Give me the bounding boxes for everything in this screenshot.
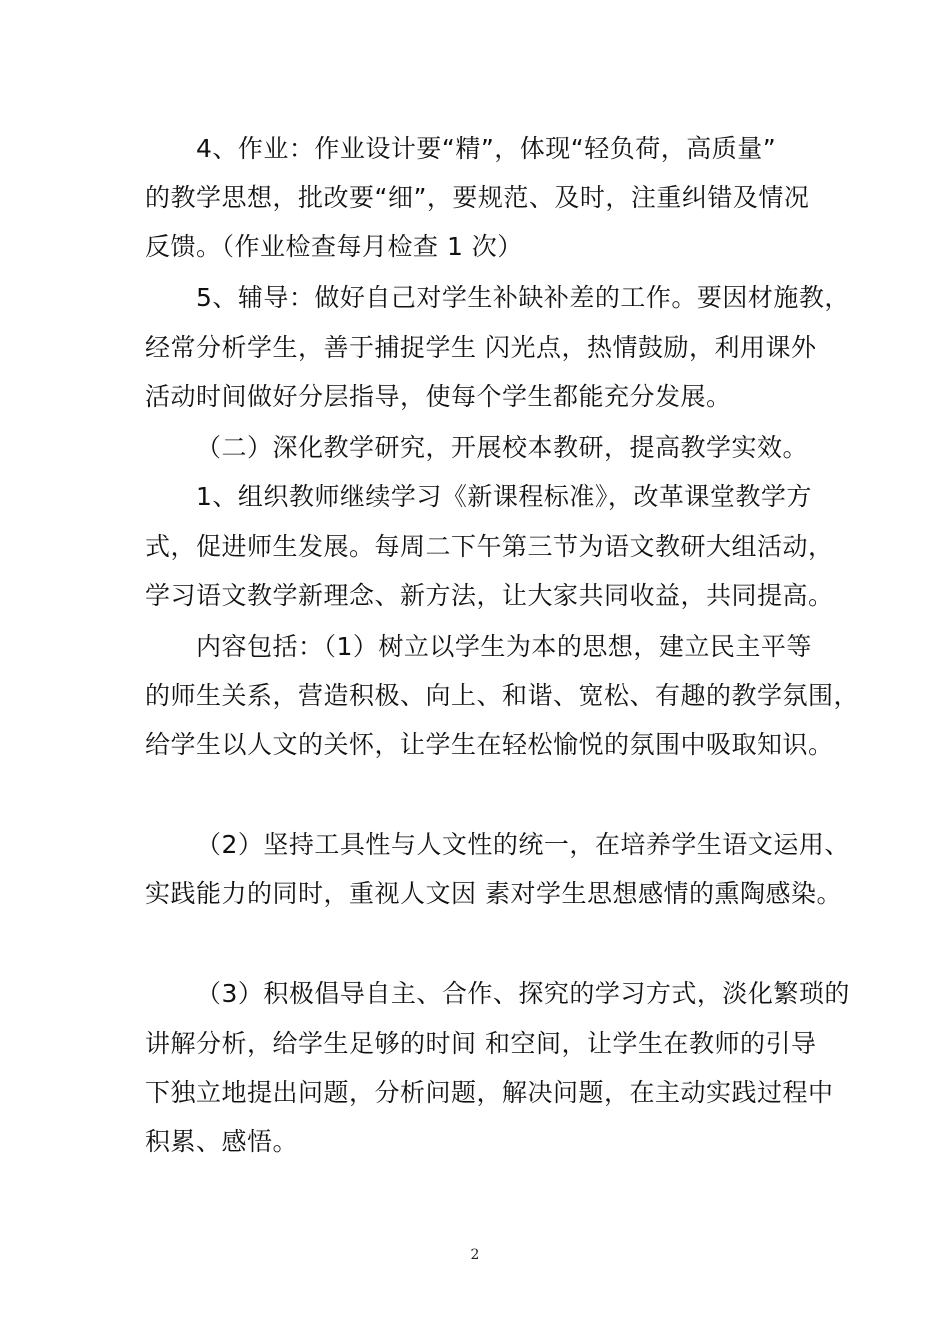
- item-1-line-1: 1、组织教师继续学习《新课程标准》，改革课堂教学方: [196, 482, 812, 511]
- item-4-line-2: 的教学思想，批改要“细”，要规范、及时，注重纠错及情况: [145, 183, 810, 212]
- content-point-3-line-2: 讲解分析，给学生足够的时间 和空间，让学生在教师的引导: [145, 1029, 817, 1058]
- item-1-line-2: 式，促进师生发展。每周二下午第三节为语文教研大组活动，: [145, 532, 834, 561]
- content-point-3-line-3: 下独立地提出问题，分析问题，解决问题，在主动实践过程中: [145, 1078, 834, 1107]
- page-number: 2: [470, 1247, 480, 1263]
- item-5-line-1: 5、辅导：做好自己对学生补缺补差的工作。要因材施教，: [196, 283, 850, 312]
- item-5-line-3: 活动时间做好分层指导，使每个学生都能充分发展。: [145, 382, 732, 411]
- section-2-heading: （二）深化教学研究，开展校本教研，提高教学实效。: [196, 433, 809, 462]
- item-5-line-2: 经常分析学生，善于捕捉学生 闪光点，热情鼓励，利用课外: [145, 333, 817, 362]
- item-4-line-1: 4、作业：作业设计要“精”，体现“轻负荷，高质量”: [196, 134, 777, 163]
- content-point-1-line-2: 的师生关系，营造积极、向上、和谐、宽松、有趣的教学氛围，: [145, 681, 860, 710]
- content-point-2-line-2: 实践能力的同时，重视人文因 素对学生思想感情的熏陶感染。: [145, 879, 842, 908]
- content-point-3-line-4: 积累、感悟。: [145, 1127, 299, 1156]
- content-point-1-line-1: 内容包括：（1）树立以学生为本的思想，建立民主平等: [196, 632, 812, 661]
- content-point-3-line-1: （3）积极倡导自主、合作、探究的学习方式，淡化繁琐的: [196, 979, 850, 1008]
- item-4-line-3: 反馈。（作业检查每月检查 1 次）: [145, 232, 523, 261]
- content-point-1-line-3: 给学生以人文的关怀，让学生在轻松愉悦的氛围中吸取知识。: [145, 730, 834, 759]
- content-point-2-line-1: （2）坚持工具性与人文性的统一，在培养学生语文运用、: [196, 830, 850, 859]
- item-1-line-3: 学习语文教学新理念、新方法，让大家共同收益，共同提高。: [145, 581, 834, 610]
